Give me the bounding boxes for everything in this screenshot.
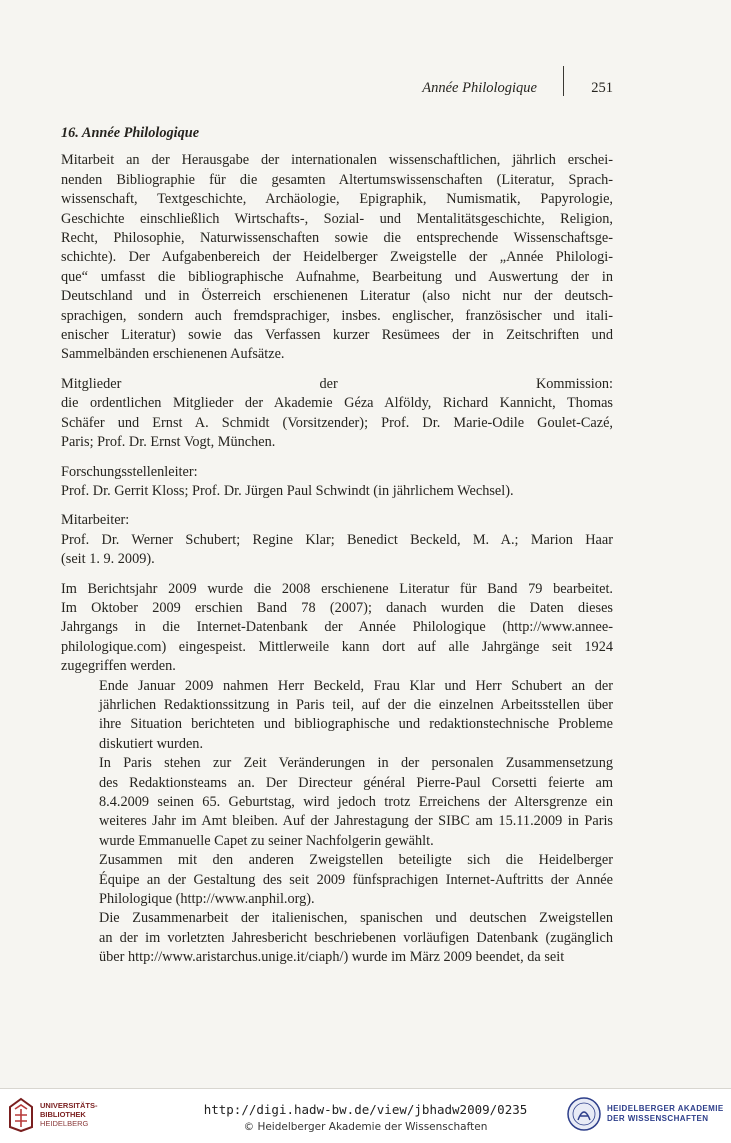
- page-number: 251: [591, 80, 613, 96]
- paragraph-container: [61, 151, 613, 967]
- text-line: Sammelbänden erschienenen Aufsätze.: [61, 346, 285, 363]
- text-line: Mitarbeiter:: [61, 512, 130, 529]
- text-line: Recht, Philosophie, Naturwissenschaften sowie die entsprechende Wissenschaftsge-: [61, 230, 613, 247]
- text-line: Mitarbeit an der Herausgabe der internationalen wissenschaftlichen, jährlich erschei-: [61, 152, 613, 169]
- text-line: que“ umfasst die bibliographische Aufnahme, Bearbeitung und Auswertung der in: [61, 268, 613, 285]
- paragraph: [61, 754, 613, 851]
- text-line: wurde Emmanuelle Capet zu seiner Nachfolgerin gewählt.: [99, 832, 434, 849]
- text-line: Prof. Dr. Werner Schubert; Regine Klar; Benedict Beckeld, M. A.; Marion Haar: [61, 531, 613, 548]
- text-line: über http://www.aristarchus.unige.it/ciaph/) wurde im März 2009 beendet, da seit: [99, 949, 565, 966]
- text-line: Paris; Prof. Dr. Ernst Vogt, München.: [61, 434, 276, 451]
- body-text: [61, 124, 613, 968]
- text-line: (seit 1. 9. 2009).: [61, 551, 155, 568]
- academy-name: [607, 1104, 724, 1124]
- text-line: an der im vorletzten Jahresbericht beschriebenen vorläufigen Datenbank (zugänglich: [99, 929, 613, 946]
- paragraph: [61, 375, 613, 453]
- text-line: Deutschland und in Österreich erschienenen Literatur (also nicht nur der deutsch-: [61, 288, 613, 305]
- text-line: sprachigen, sondern auch fremdsprachiger, insbes. englischer, französischer und itali-: [61, 307, 613, 324]
- text-line: philologique.com) eingespeist. Mittlerweile kann dort auf alle Jahrgänge seit 1924: [61, 638, 613, 655]
- text-line: 8.4.2009 seinen 65. Geburtstag, wird jedoch trotz Erreichens der Altersgrenze ein: [99, 794, 613, 810]
- text-line: Équipe an der Gestaltung des seit 2009 fünfsprachigen Internet-Auftritts der Année: [99, 871, 613, 888]
- academy-seal-icon: [566, 1096, 602, 1132]
- text-line: diskutiert wurden.: [99, 735, 204, 752]
- section-title: 16. Année Philologique: [61, 125, 200, 141]
- copyright-notice: © Heidelberger Akademie der Wissenschaften: [243, 1121, 488, 1133]
- text-line: enischer Literatur) sowie das Verfassen kurzer Resümees der in Zeitschriften und: [61, 327, 613, 344]
- text-line: Ende Januar 2009 nahmen Herr Beckeld, Frau Klar und Herr Schubert an der: [99, 677, 613, 694]
- footer-bar: [0, 1088, 731, 1143]
- text-line: Jahrgangs in die Internet-Datenbank der Année Philologique (http://www.annee-: [61, 619, 613, 636]
- paragraph: [61, 151, 613, 364]
- text-line: Philologique (http://www.anphil.org).: [99, 891, 315, 908]
- text-line: wissenschaft, Textgeschichte, Archäologie, Epigraphik, Numismatik, Papyrologie,: [61, 191, 613, 208]
- text-line: ihre Situation berichteten und bibliographische und redaktionstechnische Probleme: [99, 716, 613, 733]
- text-line: Forschungsstellenleiter:: [61, 463, 198, 480]
- text-line: Im Oktober 2009 erschien Band 78 (2007); danach wurden die Daten dieses: [61, 599, 613, 616]
- text-line: Zusammen mit den anderen Zweigstellen beteiligte sich die Heidelberger: [99, 852, 613, 869]
- text-line: Prof. Dr. Gerrit Kloss; Prof. Dr. Jürgen Paul Schwindt (in jährlichem Wechsel).: [61, 482, 514, 499]
- paragraph: [61, 677, 613, 755]
- text-line: des Redaktionsteams an. Der Directeur général Pierre-Paul Corsetti feierte am: [99, 774, 613, 791]
- text-line: jährlichen Redaktionssitzung in Paris teil, auf der die einzelnen Arbeitsstellen über: [99, 696, 613, 713]
- text-line: zugegriffen werden.: [61, 658, 176, 675]
- paragraph: [61, 580, 613, 677]
- text-line: schichte). Der Aufgabenbereich der Heidelberger Zweigstelle der „Année Philologi-: [61, 249, 613, 266]
- library-name-line: UNIVERSITÄTS-: [40, 1101, 98, 1110]
- academy-name-line: DER WISSENSCHAFTEN: [607, 1114, 709, 1123]
- text-line: weiteres Jahr im Amt bleiben. Auf der Jahrestagung der SIBC am 15.11.2009 in Paris: [99, 813, 613, 830]
- text-line: Die Zusammenarbeit der italienischen, spanischen und deutschen Zweigstellen: [99, 910, 613, 927]
- text-line: Geschichte einschließlich Wirtschafts-, Sozial- und Mentalitätsgeschichte, Religion,: [61, 210, 613, 227]
- text-line: In Paris stehen zur Zeit Veränderungen in der personalen Zusammensetzung: [99, 755, 613, 772]
- paragraph: [61, 511, 613, 569]
- paragraph: [61, 909, 613, 967]
- text-line: Mitglieder der Kommission:: [61, 375, 613, 392]
- academy-name-line: HEIDELBERGER AKADEMIE: [607, 1104, 724, 1113]
- paragraph: [61, 463, 613, 502]
- text-line: Schäfer und Ernst A. Schmidt (Vorsitzender); Prof. Dr. Marie-Odile Goulet-Cazé,: [61, 414, 613, 431]
- running-head-divider: [563, 66, 564, 96]
- document-url-link[interactable]: http://digi.hadw-bw.de/view/jbhadw2009/0235: [203, 1102, 528, 1117]
- text-line: Im Berichtsjahr 2009 wurde die 2008 erschienene Literatur für Band 79 bearbeitet.: [61, 580, 613, 597]
- library-name-line: BIBLIOTHEK: [40, 1110, 86, 1119]
- running-head-title: Année Philologique: [422, 80, 537, 96]
- paragraph: [61, 851, 613, 909]
- library-name-line: HEIDELBERG: [40, 1119, 89, 1128]
- text-line: nenden Bibliographie für die gesamten Altertumswissenschaften (Literatur, Sprach-: [61, 171, 613, 188]
- running-head: [60, 78, 613, 100]
- text-line: die ordentlichen Mitglieder der Akademie Géza Alföldy, Richard Kannicht, Thomas: [61, 395, 613, 412]
